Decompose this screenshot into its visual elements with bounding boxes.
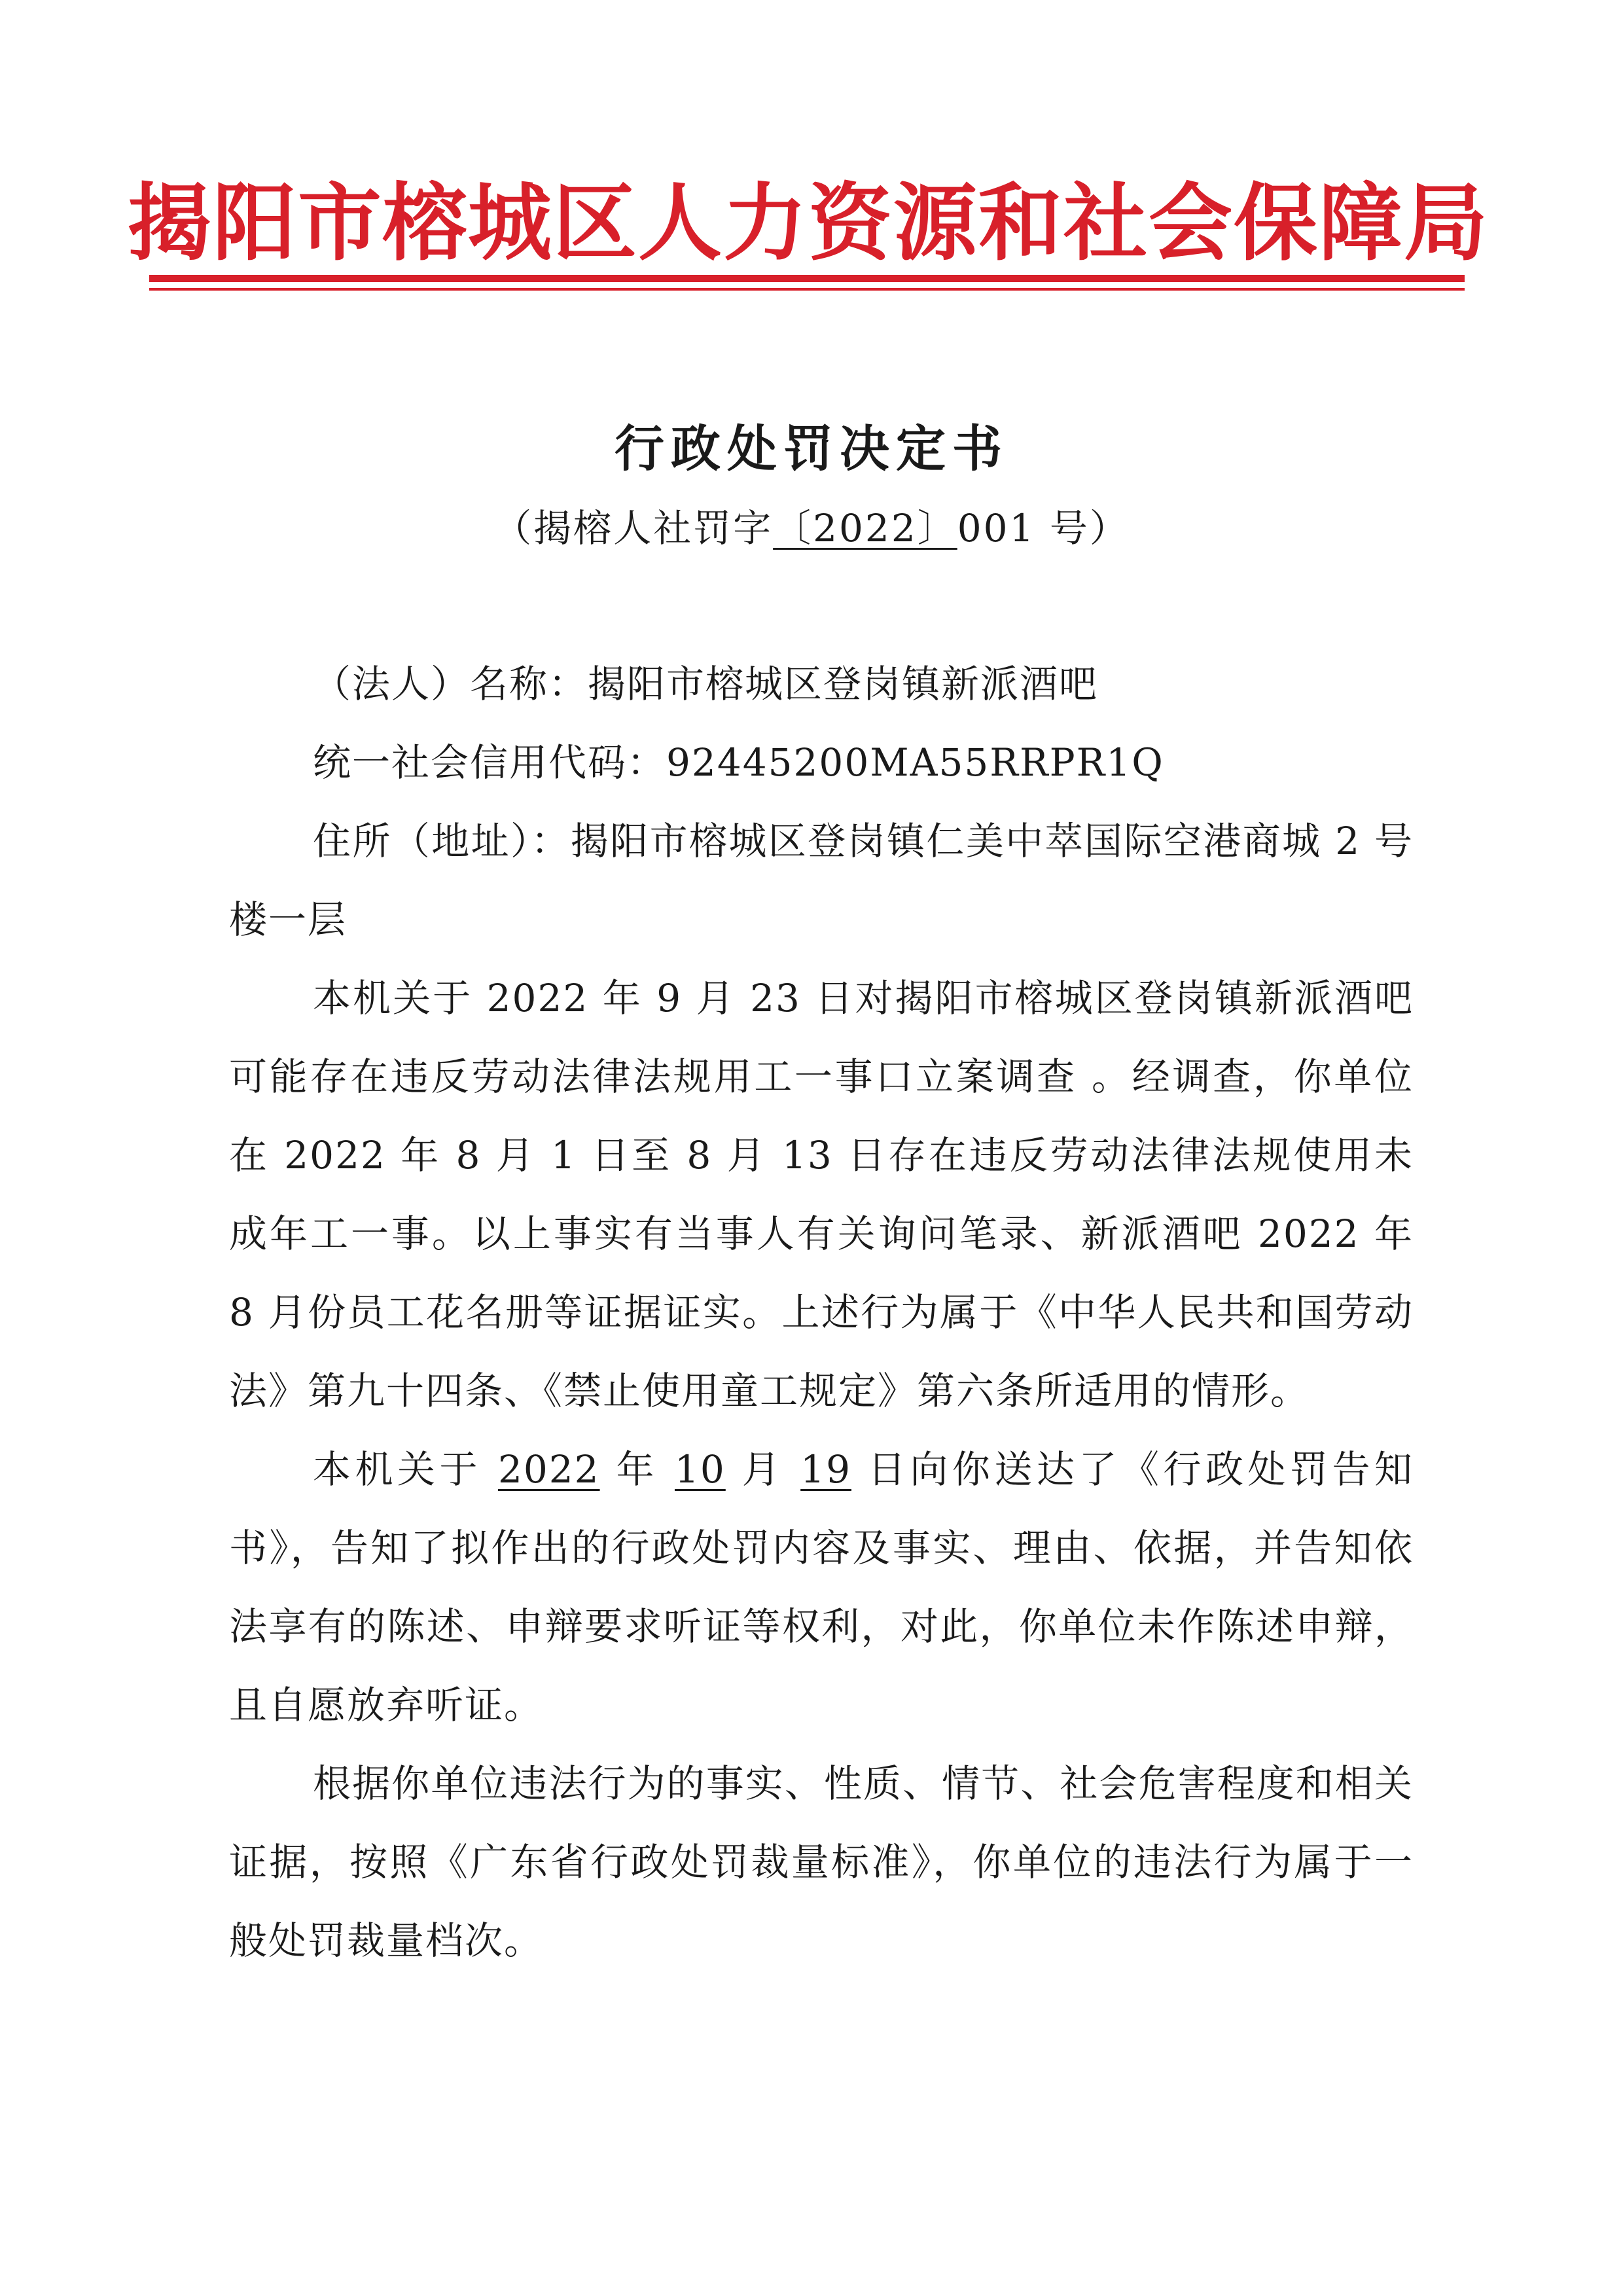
notice-year-unit: 年 <box>599 1447 675 1492</box>
document-number-prefix: （揭榕人社罚字 <box>493 506 774 550</box>
notice-month: 10 <box>674 1447 726 1492</box>
party-name-label: （法人）名称： <box>313 662 588 706</box>
letterhead-rule-thick <box>149 275 1465 282</box>
notice-month-unit: 月 <box>725 1447 801 1492</box>
party-name-line <box>229 645 1414 723</box>
document-title: 行政处罚决定书 <box>615 420 1008 478</box>
paragraph-facts: 本机关于 2022 年 9 月 23 日对揭阳市榕城区登岗镇新派酒吧可能存在违反劳动法律法规用工一事口立案调查 。经调查，你单位在 2022 年 8 月 1 日至 8 月 13 日存在违反劳动法律法规使用未成年工一事。以上事实有当事人有关询问笔录、新派酒吧 2022 年 8 月份员工花名册等证据证实。上述行为属于《中华人民共和国劳动法》第九十四条、《禁止使用童工规定》第六条所适用的情形。 <box>229 976 1414 1413</box>
paragraph-notice <box>229 1430 1414 1744</box>
notice-day: 19 <box>800 1447 851 1492</box>
party-address-line <box>229 802 1414 959</box>
notice-year: 2022 <box>497 1447 600 1492</box>
party-address-label: 住所（地址）： <box>313 819 571 863</box>
party-credit-code-line <box>229 723 1414 802</box>
document-number-year: 〔2022〕 <box>773 506 957 550</box>
party-credit-code-value: 92445200MA55RRPR1Q <box>666 740 1164 785</box>
agency-letterhead: 揭阳市榕城区人力资源和社会保障局 <box>128 175 1489 272</box>
letterhead-rule-thin <box>149 288 1465 291</box>
notice-rest: 日向你送达了《行政处罚告知书》，告知了拟作出的行政处罚内容及事实、理由、依据，并告知依法享有的陈述、申辩要求听证等权利，对此，你单位未作陈述申辩，且自愿放弃听证。 <box>229 1447 1414 1727</box>
document-number-serial: 001 号） <box>957 506 1130 550</box>
notice-prefix: 本机关于 <box>313 1447 498 1492</box>
party-address-value: 揭阳市榕城区登岗镇仁美中萃国际空港商城 2 号楼一层 <box>229 819 1414 942</box>
party-credit-code-label: 统一社会信用代码： <box>313 740 667 785</box>
party-name-value: 揭阳市榕城区登岗镇新派酒吧 <box>588 662 1099 706</box>
document-body <box>229 645 1414 1980</box>
paragraph-basis: 根据你单位违法行为的事实、性质、情节、社会危害程度和相关证据，按照《广东省行政处罚裁量标准》，你单位的违法行为属于一般处罚裁量档次。 <box>229 1761 1414 1963</box>
document-number <box>0 497 1623 552</box>
